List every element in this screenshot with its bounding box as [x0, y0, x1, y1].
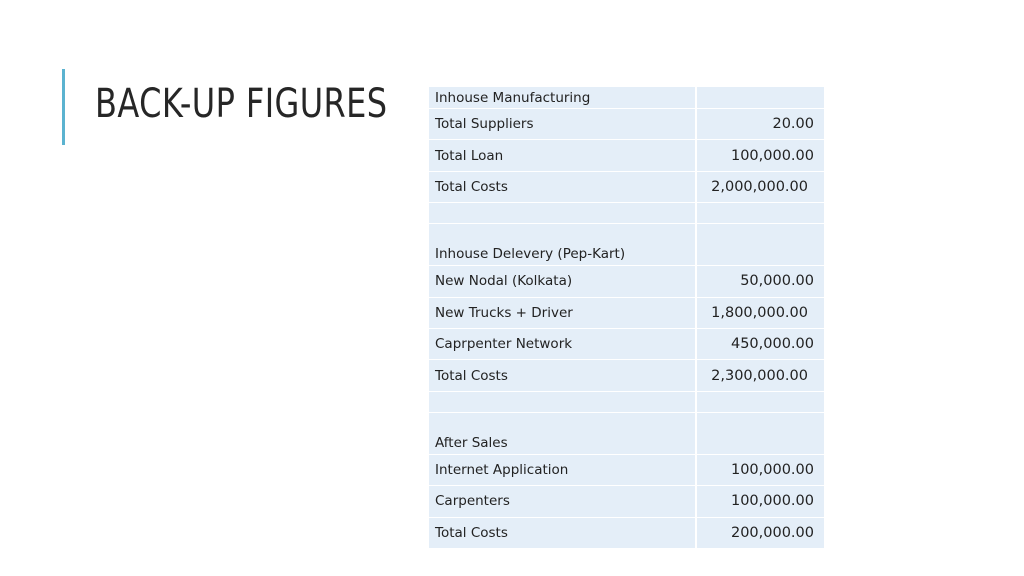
row-label: New Trucks + Driver [429, 298, 697, 328]
row-value [697, 203, 824, 223]
table-row [429, 224, 824, 266]
table-row [429, 172, 824, 203]
row-label: Caprpenter Network [429, 329, 697, 359]
row-value: 450,000.00 [697, 329, 824, 359]
table-row-spacer [429, 392, 824, 413]
row-value: 100,000.00 [697, 455, 824, 485]
row-label: After Sales [429, 413, 697, 454]
table-row [429, 455, 824, 486]
row-value [697, 224, 824, 265]
row-label: Inhouse Delevery (Pep-Kart) [429, 224, 697, 265]
row-value: 1,800,000.00 [697, 298, 824, 328]
row-value: 100,000.00 [697, 486, 824, 516]
table-row [429, 329, 824, 360]
row-label: Carpenters [429, 486, 697, 516]
table-row [429, 266, 824, 297]
table-row [429, 298, 824, 329]
row-label: Inhouse Manufacturing [429, 87, 697, 108]
table-row-spacer [429, 203, 824, 224]
row-label: Total Loan [429, 140, 697, 170]
table-row [429, 109, 824, 140]
row-value: 2,300,000.00 [697, 360, 824, 390]
row-label: Total Costs [429, 360, 697, 390]
backup-figures-table [429, 87, 824, 549]
slide-title: BACK-UP FIGURES [95, 81, 388, 127]
row-label: New Nodal (Kolkata) [429, 266, 697, 296]
table-row [429, 87, 824, 109]
row-value: 50,000.00 [697, 266, 824, 296]
table-row [429, 518, 824, 549]
row-label: Total Costs [429, 172, 697, 202]
row-value [697, 87, 824, 108]
row-label [429, 392, 697, 412]
table-row [429, 360, 824, 391]
table-row [429, 140, 824, 171]
row-value [697, 392, 824, 412]
row-value: 20.00 [697, 109, 824, 139]
row-value [697, 413, 824, 454]
table-row [429, 486, 824, 517]
row-value: 2,000,000.00 [697, 172, 824, 202]
row-value: 100,000.00 [697, 140, 824, 170]
row-label: Total Costs [429, 518, 697, 548]
row-label: Internet Application [429, 455, 697, 485]
table-row [429, 413, 824, 455]
row-label: Total Suppliers [429, 109, 697, 139]
row-value: 200,000.00 [697, 518, 824, 548]
title-accent-bar [62, 69, 65, 145]
row-label [429, 203, 697, 223]
